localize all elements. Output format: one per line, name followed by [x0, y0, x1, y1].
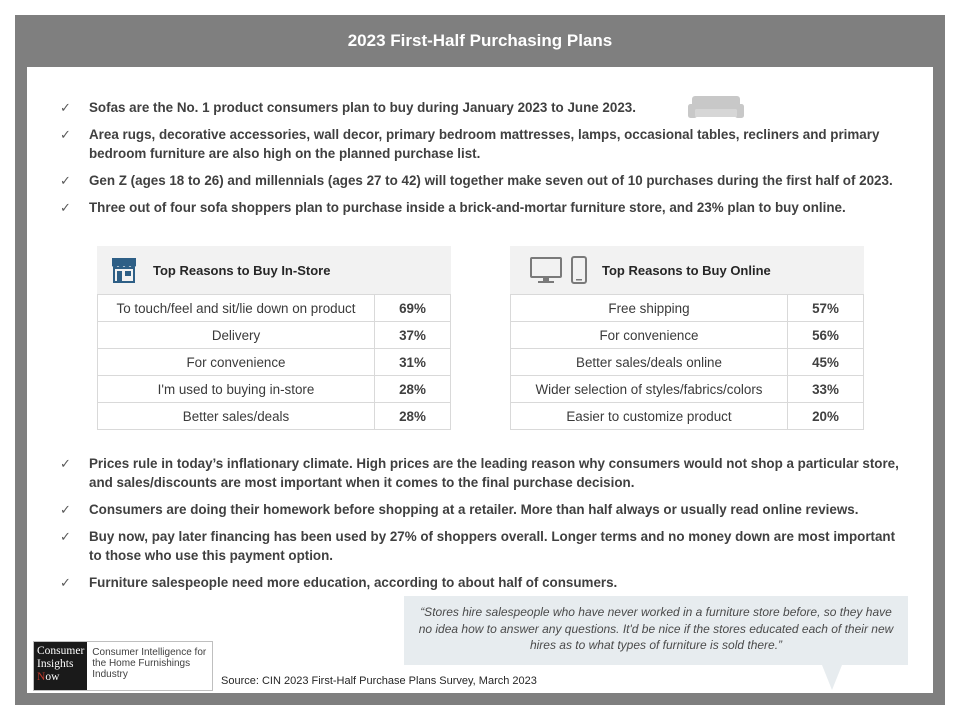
- checkmark-icon: ✓: [60, 127, 71, 142]
- callout-tail: [822, 665, 842, 690]
- logo-wordmark: [34, 642, 87, 690]
- table-row: [511, 349, 864, 376]
- bullet-text: Area rugs, decorative accessories, wall decor, primary bedroom mattresses, lamps, occasional tables, recliners and primary bedroom furniture are also high on the planned purchase list.: [89, 127, 880, 161]
- logo-line: Consumer: [37, 645, 85, 657]
- logo-accent-letter: N: [37, 671, 46, 683]
- table-row: [98, 403, 451, 430]
- table-row: [98, 295, 451, 322]
- devices-icon: [530, 255, 588, 285]
- percent-cell: 28%: [375, 376, 451, 403]
- instore-table-body: [97, 294, 451, 430]
- checkmark-icon: ✓: [60, 100, 71, 115]
- storefront-icon: [109, 255, 139, 285]
- percent-cell: 56%: [788, 322, 864, 349]
- reason-cell: I'm used to buying in-store: [98, 376, 375, 403]
- instore-table-header: [97, 246, 451, 294]
- bullet-text: Three out of four sofa shoppers plan to purchase inside a brick-and-mortar furniture store, and 23% plan to buy online.: [89, 200, 846, 215]
- checkmark-icon: ✓: [60, 575, 71, 590]
- consumer-quote-callout: [404, 596, 908, 665]
- bullet-item: [60, 98, 910, 117]
- company-logo: [33, 641, 213, 691]
- percent-cell: 33%: [788, 376, 864, 403]
- online-table-title: Top Reasons to Buy Online: [602, 262, 771, 278]
- reason-cell: Better sales/deals: [98, 403, 375, 430]
- percent-cell: 45%: [788, 349, 864, 376]
- table-row: [98, 349, 451, 376]
- reason-cell: To touch/feel and sit/lie down on product: [98, 295, 375, 322]
- logo-tagline: Consumer Intelligence for the Home Furnishings Industry: [92, 647, 207, 680]
- checkmark-icon: ✓: [60, 456, 71, 471]
- table-row: [98, 322, 451, 349]
- percent-cell: 57%: [788, 295, 864, 322]
- bullet-text: Consumers are doing their homework before shopping at a retailer. More than half always or usually read online reviews.: [89, 502, 859, 517]
- reason-cell: For convenience: [98, 349, 375, 376]
- checkmark-icon: ✓: [60, 200, 71, 215]
- instore-table-title: Top Reasons to Buy In-Store: [153, 262, 331, 278]
- top-bullet-list: [60, 98, 910, 225]
- table-row: [511, 295, 864, 322]
- reason-cell: Better sales/deals online: [511, 349, 788, 376]
- online-reasons-table: [510, 246, 864, 430]
- reason-cell: Easier to customize product: [511, 403, 788, 430]
- percent-cell: 28%: [375, 403, 451, 430]
- slide-title: 2023 First-Half Purchasing Plans: [347, 31, 613, 50]
- bottom-bullet-list: [60, 454, 910, 600]
- instore-reasons-table: [97, 246, 451, 430]
- logo-line: Insights: [37, 658, 74, 670]
- reason-cell: Delivery: [98, 322, 375, 349]
- checkmark-icon: ✓: [60, 173, 71, 188]
- online-table-body: [510, 294, 864, 430]
- bullet-text: Sofas are the No. 1 product consumers plan to buy during January 2023 to June 2023.: [89, 100, 636, 115]
- bullet-item: [60, 125, 910, 163]
- reason-cell: Free shipping: [511, 295, 788, 322]
- percent-cell: 20%: [788, 403, 864, 430]
- source-citation: Source: CIN 2023 First-Half Purchase Plans Survey, March 2023: [221, 675, 537, 687]
- bullet-item: [60, 171, 910, 190]
- bullet-item: [60, 573, 910, 592]
- bullet-text: Buy now, pay later financing has been used by 27% of shoppers overall. Longer terms and no money down are most important to those who use this payment option.: [89, 529, 896, 563]
- checkmark-icon: ✓: [60, 529, 71, 544]
- reason-cell: For convenience: [511, 322, 788, 349]
- logo-line-rest: ow: [45, 671, 60, 683]
- title-bar: [15, 15, 945, 67]
- reason-cell: Wider selection of styles/fabrics/colors: [511, 376, 788, 403]
- online-table-header: [510, 246, 864, 294]
- quote-text: “Stores hire salespeople who have never worked in a furniture store before, so they have no idea how to answer any questions. It'd be nice if the stores educated each of their new hires as to what types of furniture is sold there.”: [418, 605, 894, 652]
- table-row: [511, 322, 864, 349]
- percent-cell: 69%: [375, 295, 451, 322]
- bullet-text: Prices rule in today’s inflationary climate. High prices are the leading reason why consumers would not shop a particular store, and sales/discounts are most important when it comes to the final purchase decision.: [89, 456, 899, 490]
- bullet-item: [60, 198, 910, 217]
- percent-cell: 31%: [375, 349, 451, 376]
- bullet-text: Furniture salespeople need more education, according to about half of consumers.: [89, 575, 618, 590]
- logo-line: [37, 671, 84, 684]
- table-row: [511, 376, 864, 403]
- bullet-item: [60, 527, 910, 565]
- bullet-text: Gen Z (ages 18 to 26) and millennials (ages 27 to 42) will together make seven out of 10 purchases during the first half of 2023.: [89, 173, 893, 188]
- table-row: [98, 376, 451, 403]
- bullet-item: [60, 454, 910, 492]
- checkmark-icon: ✓: [60, 502, 71, 517]
- bullet-item: [60, 500, 910, 519]
- table-row: [511, 403, 864, 430]
- percent-cell: 37%: [375, 322, 451, 349]
- sofa-icon: [688, 95, 744, 120]
